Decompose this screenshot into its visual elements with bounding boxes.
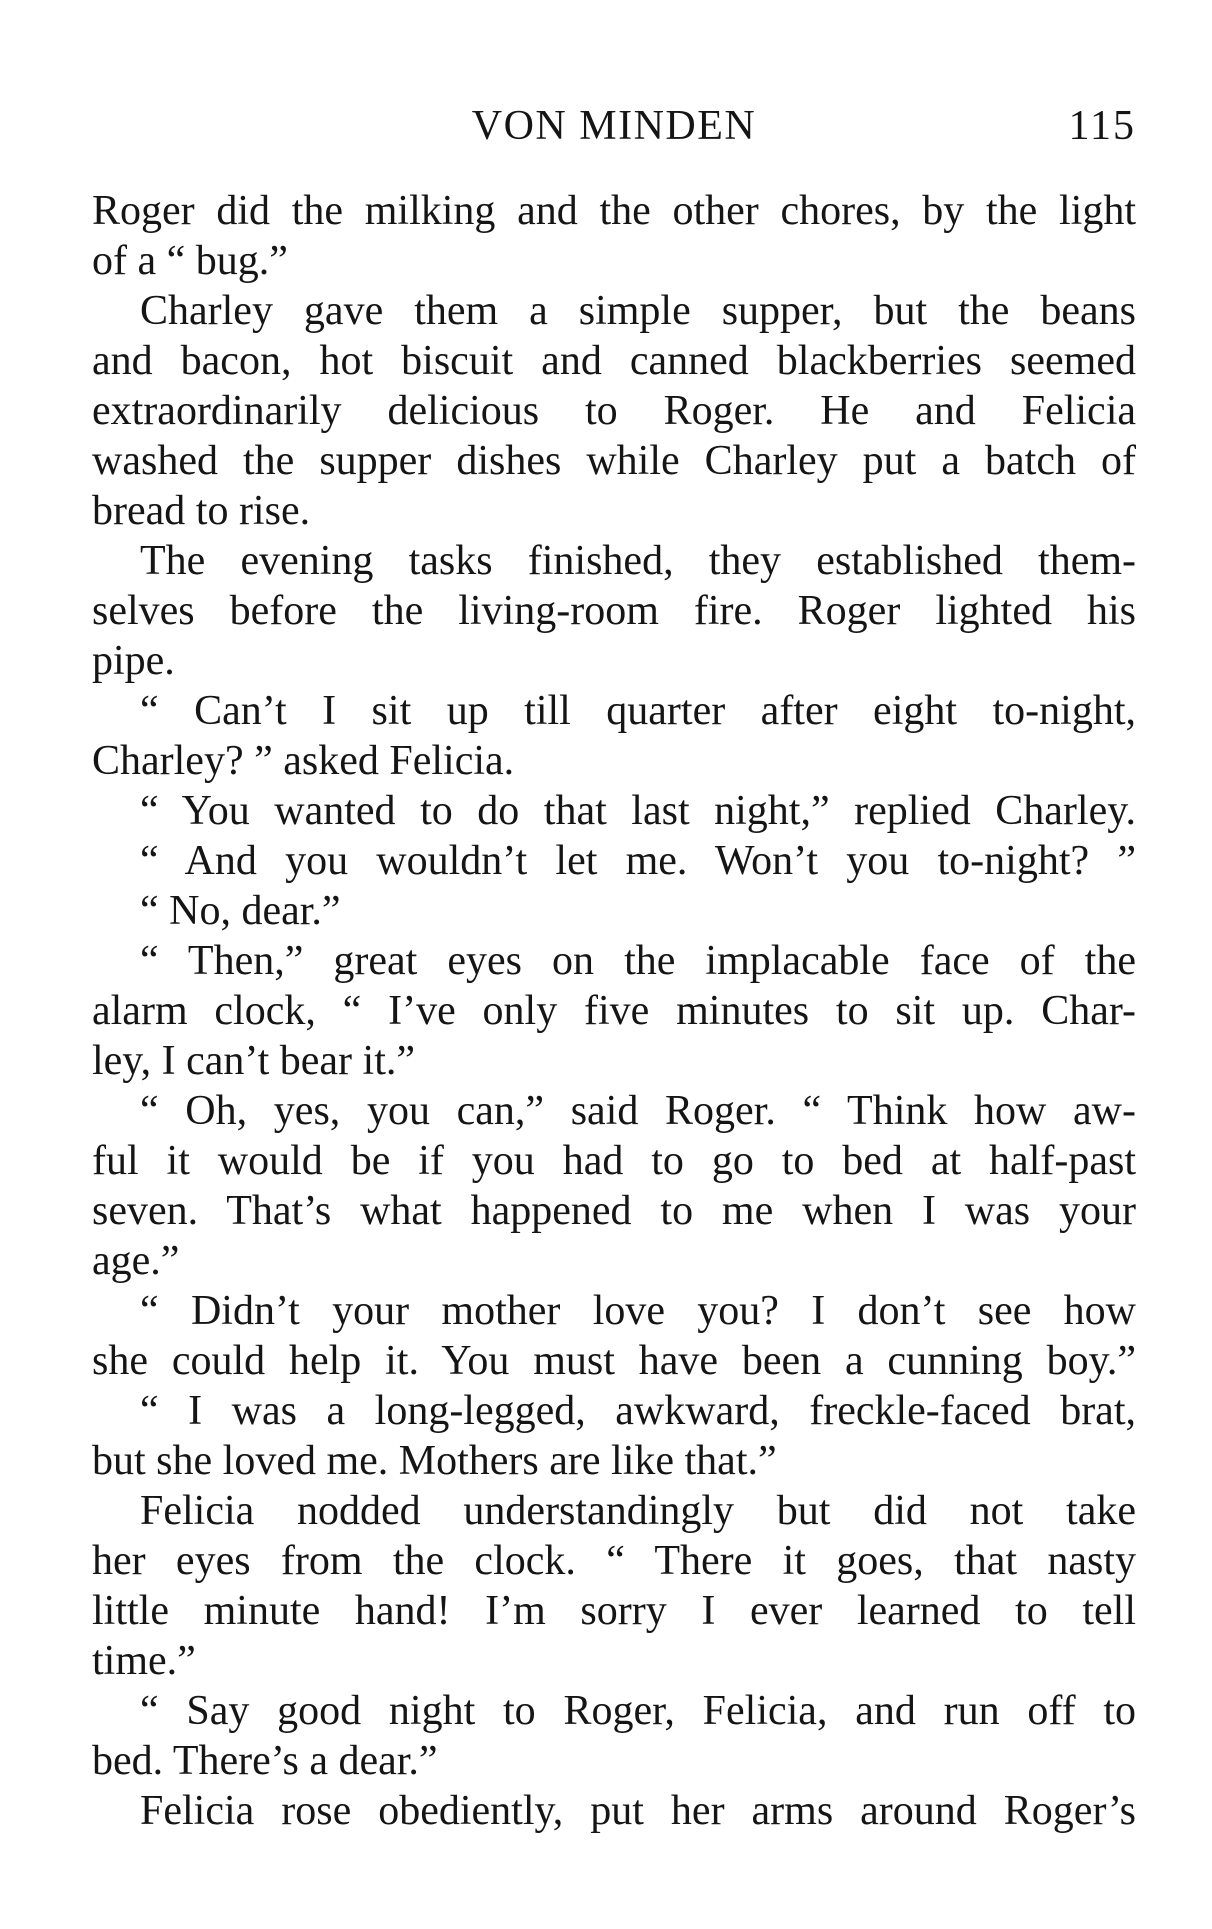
text-line: “ No, dear.” [140, 888, 341, 934]
text-line: “ I was a long-legged, awkward, freckle-faced brat, [140, 1388, 1136, 1434]
body-text [92, 186, 1136, 1836]
text-line: bed. There’s a dear.” [92, 1738, 438, 1784]
text-line: selves before the living-room fire. Roger lighted his [92, 588, 1136, 634]
text-line: her eyes from the clock. “ There it goes, that nasty [92, 1538, 1136, 1584]
text-line: “ Oh, yes, you can,” said Roger. “ Think how aw- [140, 1088, 1136, 1134]
text-line: washed the supper dishes while Charley put a batch of [92, 438, 1136, 484]
text-line: she could help it. You must have been a cunning boy.” [92, 1338, 1136, 1384]
text-line: Charley? ” asked Felicia. [92, 738, 515, 784]
text-line: and bacon, hot biscuit and canned blackberries seemed [92, 338, 1136, 384]
page-header [92, 96, 1136, 156]
text-line: time.” [92, 1638, 196, 1684]
text-line: “ You wanted to do that last night,” replied Charley. [140, 788, 1136, 834]
text-line: age.” [92, 1238, 180, 1284]
text-line: pipe. [92, 638, 175, 684]
page-number: 115 [1068, 103, 1136, 149]
text-line: but she loved me. Mothers are like that.” [92, 1438, 777, 1484]
text-line: of a “ bug.” [92, 238, 288, 284]
text-line: “ Then,” great eyes on the implacable face of the [140, 938, 1136, 984]
text-line: “ Can’t I sit up till quarter after eight to-night, [140, 688, 1136, 734]
text-line: Felicia nodded understandingly but did not take [140, 1488, 1136, 1534]
text-line: Roger did the milking and the other chores, by the light [92, 188, 1136, 234]
text-line: seven. That’s what happened to me when I was your [92, 1188, 1136, 1234]
text-line: little minute hand! I’m sorry I ever learned to tell [92, 1588, 1136, 1634]
text-line: “ Say good night to Roger, Felicia, and run off to [140, 1688, 1136, 1734]
text-line: “ And you wouldn’t let me. Won’t you to-night? ” [140, 838, 1136, 884]
text-line: bread to rise. [92, 488, 311, 534]
text-line: alarm clock, “ I’ve only five minutes to sit up. Char- [92, 988, 1136, 1034]
text-line: Charley gave them a simple supper, but the beans [140, 288, 1136, 334]
text-line: ful it would be if you had to go to bed at half-past [92, 1138, 1136, 1184]
text-line: The evening tasks finished, they established them- [140, 538, 1136, 584]
text-line: Felicia rose obediently, put her arms around Roger’s [140, 1788, 1136, 1834]
text-line: ley, I can’t bear it.” [92, 1038, 415, 1084]
running-title: VON MINDEN [471, 103, 757, 149]
text-line: extraordinarily delicious to Roger. He and Felicia [92, 388, 1136, 434]
text-line: “ Didn’t your mother love you? I don’t see how [140, 1288, 1136, 1334]
